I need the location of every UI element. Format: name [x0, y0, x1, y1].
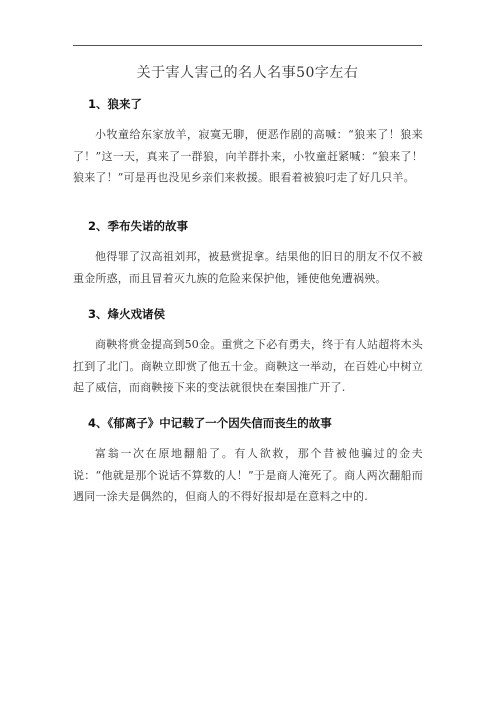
section-heading: 3、烽火戏诸侯: [88, 307, 166, 321]
document-title: 关于害人害己的名人名事50字左右: [136, 65, 359, 81]
section-heading: 2、季布失诺的故事: [88, 219, 189, 233]
section-paragraph: 他得罪了汉高祖刘邦，被悬赏捉拿。结果他的旧日的朋友不仅不被重金所惑，而且冒着灭九族的危险来保护他，锤使他免遭祸殃。: [73, 250, 423, 285]
section-paragraph: 商鞅将赏金提高到50金。重赏之下必有勇夫，终于有人站超将木头扛到了北门。商鞅立即赏了他五十金。商鞅这一举动，在百姓心中树立起了威信，而商鞅接下来的变法就很快在秦国推广开了.: [73, 338, 423, 394]
section-2: [73, 218, 423, 289]
section-heading: 1、狼来了: [88, 97, 143, 111]
section-paragraph: 小牧童给东家放羊，寂寞无聊，便恶作剧的高喊：“狼来了！狼来了！”这一天，真来了一群狼，向羊群扑来，小牧童赶紧喊：“狼来了！狼来了！”可是再也没见乡亲们来救援。眼看着被狼叼走了好几只羊。: [73, 128, 423, 184]
section-3: [73, 306, 423, 399]
section-heading: 4、《郁离子》中记载了一个因失信而丧生的故事: [88, 416, 332, 430]
top-divider: [73, 45, 422, 46]
section-4: [73, 415, 423, 508]
section-paragraph: 富翁一次在原地翻船了。有人欲救，那个昔被他骗过的金夫说：“他就是那个说话不算数的人！”于是商人淹死了。商人两次翻船而遇同一涂夫是偶然的，但商人的不得好报却是在意料之中的.: [73, 447, 423, 503]
section-1: [73, 96, 423, 189]
